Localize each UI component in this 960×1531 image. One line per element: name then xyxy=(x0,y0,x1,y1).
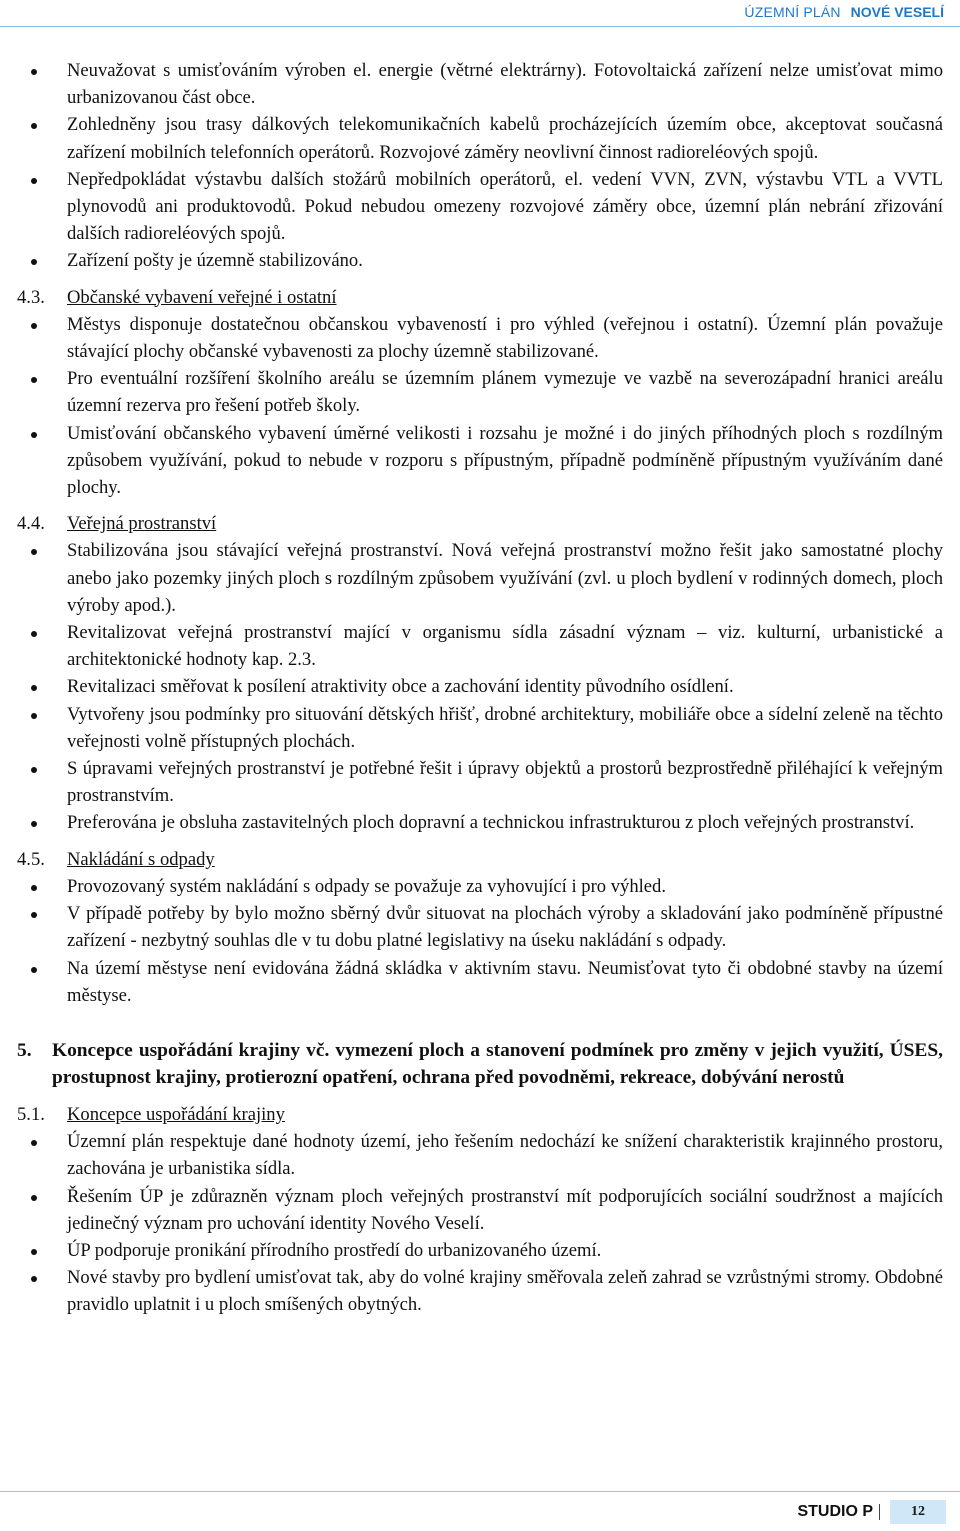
bullet-icon xyxy=(31,1276,37,1282)
footer-separator xyxy=(879,1504,880,1520)
bullet-icon xyxy=(31,912,37,918)
list-item: Provozovaný systém nakládání s odpady se považuje za vyhovující i pro výhled. xyxy=(0,873,960,900)
section-heading-5-1 xyxy=(0,1101,960,1128)
bullet-icon xyxy=(31,631,37,637)
bullet-icon xyxy=(31,967,37,973)
list-item: Preferována je obsluha zastavitelných ploch dopravní a technickou infrastrukturou z ploch veřejných prostranství. xyxy=(0,809,960,836)
section-number: 5.1. xyxy=(17,1103,45,1125)
chapter-title: Koncepce uspořádání krajiny vč. vymezení ploch a stanovení podmínek pro změny v jejich využití, ÚSES, prostupnost krajiny, protierozní opatření, ochrana před povodněmi, rekreace, dobývání nerostů xyxy=(52,1039,943,1089)
list-item: V případě potřeby by bylo možno sběrný dvůr situovat na plochách výroby a skladování jako podmíněně přípustné zařízení - nezbytný souhlas dle v tu dobu platné legislativy na úseku nakládání s odpady. xyxy=(0,900,960,954)
page-header xyxy=(744,4,944,20)
bullet-icon xyxy=(31,1195,37,1201)
list-item: Územní plán respektuje dané hodnoty území, jeho řešením nedochází ke snížení charakteristik krajinného prostoru, zachována je urbanistika sídla. xyxy=(0,1128,960,1182)
list-item: Revitalizovat veřejná prostranství mající v organismu sídla zásadní význam – viz. kulturní, urbanistické a architektonické hodnoty kap. 2.3. xyxy=(0,619,960,673)
footer-divider xyxy=(0,1491,960,1492)
list-item: Pro eventuální rozšíření školního areálu se územním plánem vymezuje ve vazbě na severozápadní hranici areálu územní rezerva pro řešení potřeb školy. xyxy=(0,365,960,419)
bullet-icon xyxy=(31,123,37,129)
bullet-icon xyxy=(31,685,37,691)
document-body xyxy=(0,57,960,1319)
chapter-heading-5 xyxy=(0,1037,960,1092)
list-item: Nové stavby pro bydlení umisťovat tak, aby do volné krajiny směřovala zeleň zahrad se vzrůstnými stromy. Obdobné pravidlo uplatnit i u ploch smíšených obytných. xyxy=(0,1264,960,1318)
list-item: Na území městyse není evidována žádná skládka v aktivním stavu. Neumisťovat tyto či obdobné stavby na území městyse. xyxy=(0,955,960,1009)
list-item: Nepředpokládat výstavbu dalších stožárů mobilních operátorů, el. vedení VVN, ZVN, výstavbu VTL a VVTL plynovodů ani produktovodů. Pokud nebudou omezeny rozvojové záměry obce, územní plán nebrání zřizování dalších radioreléových spojů. xyxy=(0,166,960,248)
list-item: Neuvažovat s umisťováním výroben el. energie (větrné elektrárny). Fotovoltaická zařízení nelze umisťovat mimo urbanizovanou část obce. xyxy=(0,57,960,111)
studio-label: STUDIO P xyxy=(797,1503,873,1520)
section-number: 4.3. xyxy=(17,286,45,308)
page-footer xyxy=(797,1500,946,1524)
section-heading-4-3 xyxy=(0,284,960,311)
header-document-title: ÚZEMNÍ PLÁN xyxy=(744,4,841,20)
section-number: 4.5. xyxy=(17,848,45,870)
section-title: Koncepce uspořádání krajiny xyxy=(67,1103,285,1125)
section-title: Veřejná prostranství xyxy=(67,513,217,535)
bullet-icon xyxy=(31,178,37,184)
section-title: Nakládání s odpady xyxy=(67,848,215,870)
bullet-icon xyxy=(31,767,37,773)
bullet-icon xyxy=(31,377,37,383)
list-item: Zohledněny jsou trasy dálkových telekomunikačních kabelů procházejících územím obce, akceptovat současná zařízení mobilních telefonních operátorů. Rozvojové záměry neovlivní činnost radioreléových spojů. xyxy=(0,111,960,165)
section-number: 4.4. xyxy=(17,513,45,535)
list-item: ÚP podporuje pronikání přírodního prostředí do urbanizovaného území. xyxy=(0,1237,960,1264)
bullet-icon xyxy=(31,69,37,75)
list-item: Řešením ÚP je zdůrazněn význam ploch veřejných prostranství mít podporujících sociální soudržnost a majících jedinečný význam pro uchování identity Nového Veselí. xyxy=(0,1183,960,1237)
list-item: Stabilizována jsou stávající veřejná prostranství. Nová veřejná prostranství možno řešit jako samostatné plochy anebo jako pozemky jiných ploch s rozdílným způsobem využívání (zvl. u ploch bydlení v rodinných domech, ploch výroby apod.). xyxy=(0,537,960,619)
header-municipality: NOVÉ VESELÍ xyxy=(850,4,944,20)
bullet-icon xyxy=(31,323,37,329)
bullet-icon xyxy=(31,1249,37,1255)
bullet-icon xyxy=(31,885,37,891)
list-item: S úpravami veřejných prostranství je potřebné řešit i úpravy objektů a prostorů bezprostředně přiléhající k veřejným prostranstvím. xyxy=(0,755,960,809)
bullet-icon xyxy=(31,259,37,265)
section-title: Občanské vybavení veřejné i ostatní xyxy=(67,286,337,308)
header-divider xyxy=(0,26,960,27)
page-number: 12 xyxy=(890,1500,946,1524)
list-item: Zařízení pošty je územně stabilizováno. xyxy=(0,247,960,274)
chapter-number: 5. xyxy=(17,1039,32,1061)
section-heading-4-5 xyxy=(0,846,960,873)
section-heading-4-4 xyxy=(0,510,960,537)
list-item: Revitalizaci směřovat k posílení atraktivity obce a zachování identity původního osídlení. xyxy=(0,673,960,700)
bullet-icon xyxy=(31,821,37,827)
bullet-icon xyxy=(31,432,37,438)
list-item: Městys disponuje dostatečnou občanskou vybaveností i pro výhled (veřejnou i ostatní). Územní plán považuje stávající plochy občanské vybavenosti za plochy územně stabilizované. xyxy=(0,311,960,365)
bullet-icon xyxy=(31,549,37,555)
bullet-icon xyxy=(31,1140,37,1146)
list-item: Umisťování občanského vybavení úměrné velikosti i rozsahu je možné i do jiných příhodných ploch s rozdílným způsobem využívání, pokud to nebude v rozporu s přípustným, případně podmíněně přípustným využíváním dané plochy. xyxy=(0,420,960,502)
list-item: Vytvořeny jsou podmínky pro situování dětských hřišť, drobné architektury, mobiliáře obce a sídelní zeleně na těchto veřejnosti volně přístupných plochách. xyxy=(0,701,960,755)
bullet-icon xyxy=(31,713,37,719)
